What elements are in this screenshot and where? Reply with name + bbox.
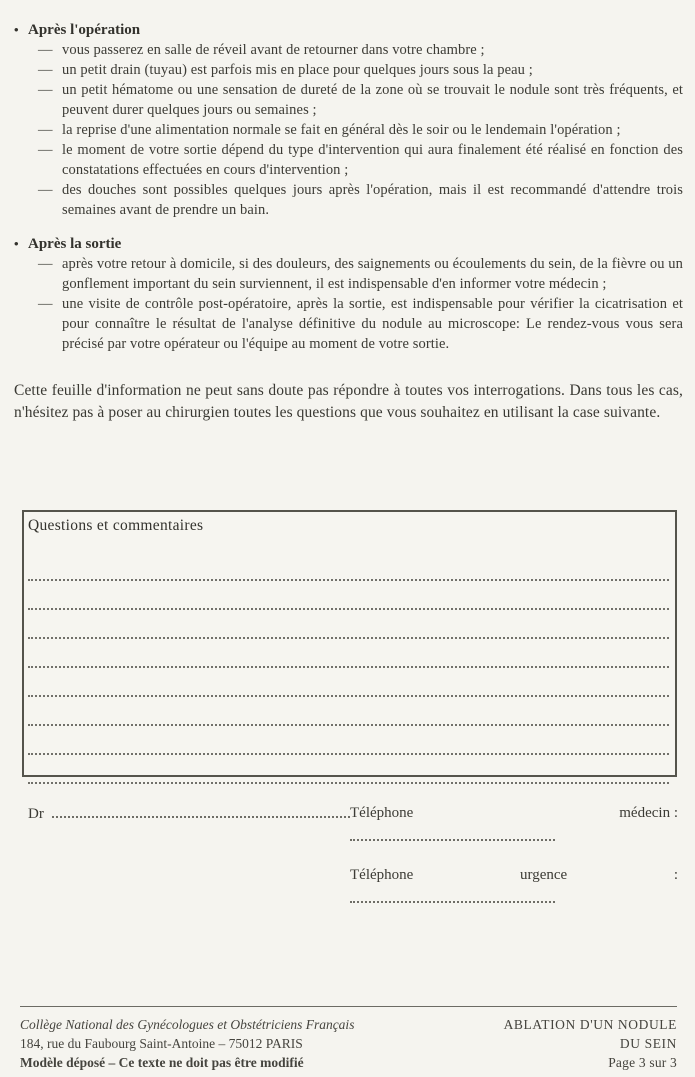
- phone-fields: [350, 803, 678, 905]
- dash-icon: —: [38, 42, 53, 58]
- footer: [20, 1006, 677, 1072]
- list-item: [38, 180, 683, 220]
- dash-icon: —: [38, 296, 53, 312]
- organization-address: 184, rue du Faubourg Saint-Antoine – 75012 PARIS: [20, 1036, 303, 1051]
- phone-emergency-colon: :: [673, 867, 678, 883]
- dash-icon: —: [38, 256, 53, 272]
- list-item: [38, 254, 683, 294]
- section-heading: [14, 234, 683, 254]
- list-item: [38, 60, 683, 80]
- organization-name: Collège National des Gynécologues et Obstétriciens Français: [20, 1017, 355, 1032]
- section-apres-la-sortie: [12, 234, 683, 354]
- dash-icon: —: [38, 142, 53, 158]
- writing-line: [28, 755, 669, 784]
- writing-lines: [28, 552, 669, 784]
- writing-line: [28, 697, 669, 726]
- section-apres-operation: [12, 20, 683, 220]
- list-item-text: vous passerez en salle de réveil avant de retourner dans votre chambre ;: [62, 42, 485, 58]
- section-heading: [14, 20, 683, 40]
- list-item: [38, 120, 683, 140]
- list-item-text: un petit drain (tuyau) est parfois mis en place pour quelques jours sous la peau ;: [62, 62, 533, 78]
- bullet-icon: •: [14, 236, 19, 251]
- writing-line: [28, 668, 669, 697]
- writing-line: [28, 639, 669, 668]
- section-title: Après la sortie: [28, 236, 122, 252]
- copyright-notice: Modèle déposé – Ce texte ne doit pas être modifié: [20, 1055, 304, 1070]
- phone-emergency-qualifier: urgence: [519, 867, 568, 883]
- list-item-text: le moment de votre sortie dépend du type d'intervention qui aura finalement été réalisé en fonction des constatations effectuées en cours d'intervention ;: [62, 142, 683, 178]
- bullet-icon: •: [14, 22, 19, 37]
- phone-emergency-label: Téléphone: [350, 867, 414, 883]
- phone-emergency-row: [350, 865, 678, 885]
- list-item-text: une visite de contrôle post-opératoire, après la sortie, est indispensable pour vérifier la cicatrisation et pour connaître le résultat de l'analyse définitive du nodule au microscope: Le rendez-vous vous sera précisé par votre opérateur ou l'équipe au moment de votre sortie.: [62, 296, 683, 352]
- doctor-label: Dr: [28, 806, 44, 822]
- list-item-text: des douches sont possibles quelques jours après l'opération, mais il est recommandé d'attendre trois semaines avant de prendre un bain.: [62, 182, 683, 218]
- dash-icon: —: [38, 122, 53, 138]
- list-item-text: un petit hématome ou une sensation de dureté de la zone où se trouvait le nodule sont très fréquents, et peuvent durer quelques jours ou semaines ;: [62, 82, 683, 118]
- dash-icon: —: [38, 62, 53, 78]
- spacer: [350, 843, 678, 865]
- writing-line: [28, 610, 669, 639]
- list-item-text: la reprise d'une alimentation normale se fait en général dès le soir ou le lendemain l'opération ;: [62, 122, 621, 138]
- closing-paragraph: Cette feuille d'information ne peut sans doute pas répondre à toutes vos interrogations. Dans tous les cas, n'hésitez pas à poser au chirurgien toutes les questions que vous souhaitez en utilisant la case suivante.: [14, 382, 683, 421]
- doctor-dotted-line: [52, 803, 350, 818]
- list-item-text: après votre retour à domicile, si des douleurs, des saignements ou écoulements du sein, de la fièvre ou un gonflement important du sein surviennent, il est indispensable d'en informer votre médecin ;: [62, 256, 683, 292]
- phone-doctor-row: [350, 803, 678, 823]
- list-item: [38, 80, 683, 120]
- questions-box-title: Questions et commentaires: [28, 517, 204, 534]
- doctor-name-field: [28, 803, 350, 905]
- dash-icon: —: [38, 182, 53, 198]
- document-title-line2: DU SEIN: [619, 1036, 677, 1051]
- phone-doctor-label: Téléphone: [350, 805, 414, 821]
- writing-line: [28, 581, 669, 610]
- document-title-line1: ABLATION D'UN NODULE: [503, 1017, 677, 1032]
- phone-doctor-qualifier: médecin :: [619, 805, 678, 821]
- dash-icon: —: [38, 82, 53, 98]
- section-title: Après l'opération: [28, 22, 141, 38]
- writing-line: [28, 726, 669, 755]
- list-item: [38, 140, 683, 180]
- writing-line: [28, 552, 669, 581]
- phone-doctor-dotted-line: [350, 823, 555, 841]
- footer-right: [504, 1015, 677, 1072]
- contact-section: [28, 803, 678, 905]
- footer-left: [20, 1015, 354, 1072]
- list-item: [38, 40, 683, 60]
- list-item: [38, 294, 683, 354]
- questions-box: [22, 510, 677, 777]
- page-indicator: Page 3 sur 3: [608, 1055, 677, 1070]
- phone-emergency-dotted-line: [350, 885, 555, 903]
